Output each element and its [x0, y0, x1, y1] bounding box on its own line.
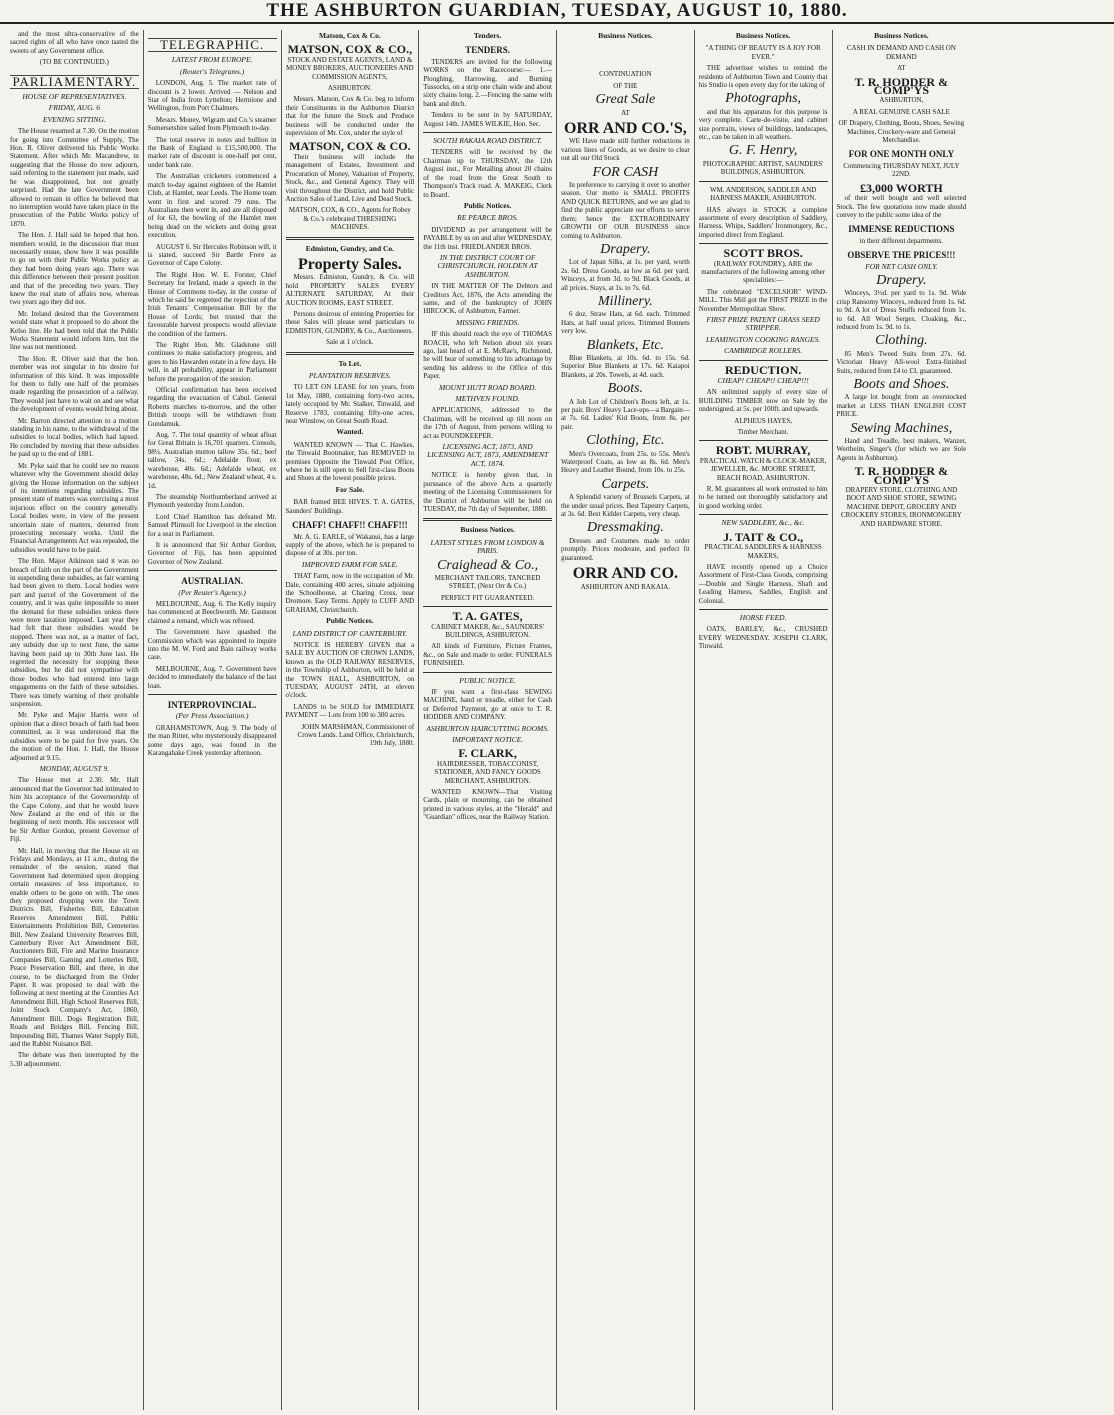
section-heading: Boots and Shoes. — [853, 377, 950, 392]
ad-text: A Splendid variety of Brussels Carpets, at the under usual prices. Best Tapestry Carpets, at 3s. 6d. Best Kidder Carpets, very cheap. — [561, 493, 690, 519]
divider — [699, 181, 828, 182]
column-4 — [419, 30, 557, 1410]
ad-text: A REAL GENUINE CASH SALE — [852, 107, 950, 116]
agency-line: (Reuter's Telegrams.) — [180, 66, 245, 76]
date-line: FRIDAY, AUG. 6 — [48, 103, 100, 113]
ad-text: HAVE recently opened up a Choice Assortment of First-Class Goods, comprising—Double and Single Harness, Shaft and Leading Harness, Saddles, English and Colonial. — [698, 562, 828, 605]
agency-line: (Per Press Association.) — [175, 711, 249, 721]
section-heading: Sewing Machines, — [850, 420, 953, 436]
divider — [699, 440, 828, 441]
column-header: Business Notices. — [735, 31, 791, 40]
article-text: The steamship Northumberland arrived at Plymouth yesterday from London. — [147, 492, 277, 510]
firm-name: MATSON, COX & CO., — [287, 42, 413, 57]
section-heading: Dressmaking. — [586, 520, 664, 536]
article-text: LONDON, Aug. 5. The market rate of discount is 2 lower. Arrived — Nelson and Star of India from Lyttelton; Hermione and Wellington, from Port Chalmers. — [147, 79, 277, 113]
section-heading: PARLIAMENTARY. — [10, 75, 139, 89]
ad-text: WANTED KNOWN — That C. Hawkes, the Tinwald Bootmaker, has REMOVED to premises Opposite the Tinwald Post Office, where he is still open to Sell first-class Boots and Shoes at the lowest possible prices. — [285, 440, 415, 483]
article-text: Mr. Pyke and Major Harris were of opinion that a direct breach of faith had been committed, as it was understood that the subsidies were to be paid for five years. On the motion of the Hon. J. Hall, the House adjourned at 9.15. — [10, 711, 139, 762]
firm-location: ASHBURTON, — [879, 96, 924, 105]
subheading: ASHBURTON HAIRCUTTING ROOMS. — [426, 723, 549, 733]
divider — [699, 609, 828, 610]
section-heading: Photographs, — [725, 91, 802, 107]
ad-text: OF Drapery, Clothing, Boots, Shoes, Sewing Machines, Crockery-ware and General Merchandise. — [838, 119, 965, 145]
column-header: Edmiston, Gundry, and Co. — [305, 243, 395, 253]
divider — [423, 132, 552, 133]
firm-description: PHOTOGRAPHIC ARTIST, SAUNDERS' BUILDINGS, ASHBURTON. — [702, 159, 824, 177]
divider — [699, 514, 828, 515]
column-header: For Sale. — [335, 484, 365, 494]
ad-text: CONTINUATION — [599, 70, 652, 79]
ad-text: IF this should reach the eye of THOMAS ROACH, who left Nelson about six years ago, last heard of at E. McRae's, Richmond, he will hear of something to his advantage by sending his address to the Office of this Paper. — [423, 330, 552, 381]
article-text: The Hon. J. Hall said he hoped that hon. members would, in the discussion that must necessarily ensue, show how it was possible to go on with their Public Works policy as they had been doing years ago. There was this difference between their present position and that of the preceding two years. They knew the real state of affairs now, whereas two years ago they did not. — [10, 231, 139, 307]
firm-name: F. CLARK, — [458, 746, 517, 761]
ad-text: Dresses and Costumes made to order promptly. Prices moderate, and perfect fit guaranteed. — [561, 536, 690, 562]
article-text: It is announced that Sir Arthur Gordon, Governor of Fiji, has been appointed Governor of New Zealand. — [147, 540, 277, 566]
subheading: RE PEARCE BROS. — [457, 213, 519, 223]
column-header: To Let. — [338, 358, 362, 368]
ad-text: NOTICE IS HEREBY GIVEN that a SALE BY AUCTION OF CROWN LANDS, known as the OLD RAILWAY RESERVES, in the Township of Ashburton, will be held at the TOWN HALL, ASHBURTON, on TUESDAY, AUGUST 24TH, at eleven o'clock. — [285, 640, 415, 700]
firm-description: HAIRDRESSER, TOBACCONIST, STATIONER, AND FANCY GOODS MERCHANT, ASHBURTON. — [434, 759, 541, 785]
divider — [423, 672, 552, 673]
article-text: The Hon. R. Oliver said that the hon. member was not singular in his desire for information of this kind. It was impossible for them to fully one half of the promises made regarding the prosecution of a railway. They would just have to wait on and see what the development of events would bring about. — [10, 354, 139, 414]
section-heading: Clothing. — [875, 333, 928, 349]
ad-text: WANTED KNOWN—That Visiting Cards, plain or mourning, can be obtained printed in various styles, at the "Herald" and "Guardian" offices, near the Railway Station. — [423, 788, 552, 822]
sale-heading: Great Sale — [595, 92, 656, 108]
column-header: Business Notices. — [460, 525, 515, 535]
section-heading: IMMENSE REDUCTIONS — [848, 224, 955, 235]
article-text: Messrs. Money, Wigram and Co.'s steamer Somersetshire sailed from Plymouth to-day. — [147, 115, 277, 133]
subheading: CHAFF! CHAFF!! CHAFF!!! — [292, 520, 408, 531]
ad-text: Blue Blankets, at 10s. 6d. to 15s. 6d. Superior Blue Blankets at 17s. 6d. Kaiapoi Blankets, at 20s. Towels, at 4d. each. — [561, 353, 690, 379]
article-text: Aug. 7. The total quantity of wheat afloat for Great Britain is 16,701 quarters. Consols, 98¼. Australian mutton tallow 35s. 6d.; beef tallow, 34s. 6d.; Adelaide flour, ex warehouse, 40s. 6d.; Adelaide wheat, ex warehouse, 48s. 6d.; New Zealand wheat, 4 s. 1d. — [147, 431, 277, 490]
article-text: Lord Chief Hamilton has defeated Mr. Samuel Plimsoll for Liverpool in the election for a seat in Parliament. — [147, 512, 277, 538]
firm-description: PRACTICAL SADDLERS & HARNESS MAKERS, — [704, 543, 822, 560]
ad-text: R. M. guarantees all work entrusted to him to be turned out thoroughly satisfactory and in good working order. — [698, 485, 828, 510]
firm-description: Timber Merchant. — [737, 428, 789, 437]
ad-text: THAT Farm, now in the occupation of Mr. Dale, containing 400 acres, situate adjoining the Schoolhouse, at Charing Cross, near Dromore. Easy Terms. Apply to CUFF AND GRAHAM, Christchurch. — [285, 572, 415, 614]
firm-description: MERCHANT TAILORS, TANCRED STREET, (Next Orr & Co.) — [434, 573, 541, 591]
section-heading: TENDERS. — [465, 45, 510, 56]
section-heading: Drapery. — [876, 272, 927, 288]
article-text: AUGUST 6. Sir Hercules Robinson will, it is stated, succeed Sir Bartle Frere as Governor of Cape Colony. — [147, 242, 277, 268]
brand-name: Craighead & Co., — [437, 557, 539, 573]
column-header: Tenders. — [473, 31, 502, 40]
article-text: Mr. Pyke said that he could see no reason whatever why the Government should delay giving the House information on the subject of its intentions regarding subsidies. The present state of matters was exercising a most injurious effect on the country generally. Local bodies were, in view of the present uncertain state of matters, deterred from prosecuting necessary works. Until the Financial Arrangements Act was repealed, the subsidies would have to be paid. — [10, 461, 139, 554]
subheading: LATEST FROM EUROPE. — [171, 55, 253, 65]
article-text: The Hon. Major Atkinson said it was no breach of faith on the part of the Government in suspending these subsidies, as fair warning had been given to them. Local bodies were part and parcel of the Government of the country, and it was quite impossible to meet the demand for these subsidies unless there were more taxation imposed. Last year they had felt that these subsidies would be stopped. There was not, as a matter of fact, any subsidy due up to next June, the same having been paid up to 30th June last. He regretted the necessity for stopping these subsidies, but he did not sympathise with those bodies who had entered into large engagements on the faith of these subsidies. There was timely warning of their probable suspension. — [10, 557, 139, 709]
ad-text: The celebrated "EXCELSIOR" WIND-MILL. This Mill got the FIRST PRIZE in the November Metropolitan Show. — [698, 287, 828, 313]
section-heading: FOR ONE MONTH ONLY — [848, 149, 955, 160]
ad-text: All kinds of Furniture, Picture Frames, &c., on Sale and made to order. FUNERALS FURNISHED. — [423, 642, 552, 668]
column-5 — [557, 30, 695, 1410]
subheading: LATEST STYLES FROM LONDON & PARIS. — [430, 537, 545, 556]
ad-text: Persons desirous of entering Properties for these Sales will please send particulars to EDMISTON, GUNDRY, & Co., Auctioneers. — [285, 309, 415, 335]
ad-text: CASH IN DEMAND AND CASH ON DEMAND — [846, 44, 956, 61]
article-text: The total reserve in notes and bullion in the Bank of England is £15,500,000. The market rate of discount is one-half per cent, under bank rate. — [147, 135, 277, 169]
column-3 — [282, 30, 420, 1410]
store-list: DRAPERY STORE, CLOTHING AND BOOT AND SHOE STORE, SEWING MACHINE DEPOT, GROCERY AND CROCKERY STORES, IRONMONGERY AND HARDWARE STORE. — [840, 486, 962, 528]
ad-text: PERFECT FIT GUARANTEED. — [440, 593, 535, 602]
article-text: The debate was then interrupted by the 5.30 adjournment. — [10, 1051, 139, 1068]
column-header: Matson, Cox & Co. — [318, 31, 381, 40]
quote: "A THING OF BEAUTY IS A JOY FOR EVER." — [705, 44, 821, 61]
newspaper-title: THE ASHBURTON GUARDIAN, TUESDAY, AUGUST 10, 1880. — [266, 0, 848, 21]
divider — [699, 360, 828, 361]
date-line: MONDAY, AUGUST 9. — [39, 763, 110, 773]
column-6 — [695, 30, 833, 1410]
ad-text: IF you want a first-class SEWING MACHINE, hand or treadle, either for Cash or Deferred Payment, go at once to T. R. HODDER AND COMPANY. — [423, 688, 552, 722]
ad-text: TENDERS are invited for the following WORKS on the Racecourse:— 1.—Ploughing, Harrowing, and Burning Tussocks, on a strip one chain wide and about sixty chains long. 2.—Fencing the same with bank and ditch. — [423, 57, 552, 108]
subheading: IMPROVED FARM FOR SALE. — [301, 559, 398, 569]
subheading: CHEAP! CHEAP!! CHEAP!!! — [717, 376, 809, 385]
section-heading: Clothing, Etc. — [586, 433, 665, 449]
ad-text: Hand and Treadle, best makers, Wanzer, Wertheim, Singer's (for which we are Sole Agents in Ashburton). — [836, 437, 967, 462]
ad-text: Men's Overcoats, from 25s. to 55s. Men's Waterproof Coats, as low as 8s. 6d. Men's Heavy and Leather Bound, from 10s. to 25s. — [561, 449, 690, 475]
column-header: Business Notices. — [598, 31, 653, 40]
firm-name: T. A. GATES, — [452, 609, 523, 624]
brand-name: MATSON, COX & CO. — [289, 139, 411, 154]
article-text: Official confirmation has been received regarding the evacuation of Cabul. General Roberts marches to-morrow, and the other British troops will be withdrawn from Gundamuk. — [147, 386, 277, 428]
masthead — [0, 0, 1114, 24]
subheading: FOR NET CASH ONLY. — [865, 261, 938, 271]
firm-description: WM. ANDERSON, SADDLER AND HARNESS MAKER, ASHBURTON. — [709, 185, 817, 203]
firm-name: SCOTT BROS. — [723, 246, 803, 261]
article-text: GRAHAMSTOWN, Aug. 9. The body of the man Ritter, who mysteriously disappeared some days ago, was found in the Karangahake Creek yesterday afternoon. — [147, 723, 277, 758]
subheading: SOUTH RAKAIA ROAD DISTRICT. — [433, 136, 543, 146]
article-text: Mr. Hall, in moving that the House sit on Fridays and Mondays, at 11 a.m., during the remainder of the session, stated that Government had determined upon dropping certain measures of less importance, to enable others to be gone on with. The ones they proposed dropping were the Town Districts Bill, Fisheries Bill, Education Reserves Amendment Bill, Public Entertainments Prohibition Bill, Cemeteries Bill, New Zealand University Reserves Bill, Canterbury River Act Amendment Bill, Auctioneers Bill, Fire and Marine Insurance Companies Bill, Gaming and Lotteries Bill, Peace Preservation Bill, and three, in due course, to be discharged from the Order Paper. It was proposed to deal with the following at next meeting at the Counties Act Amendment Bill, High School Reserves Bill, Joint Stock Company's Act, 1860, Amendment Bill, Dogs Registration Bill, Roads and Bridges Bill, Fencing Bill, Impounding Bill, Thames Water Supply Bill, and the Rabbit Nuisance Bill. — [10, 846, 139, 1048]
ad-text: 85 Men's Tweed Suits from 27s. 6d. Victorian Heavy All-wool Extra-finished Suits, reduced from £4 to £3, guaranteed. — [836, 349, 967, 375]
section-heading: Blankets, Etc. — [586, 337, 665, 353]
ad-text: A Job Lot of Children's Boots left, at 1s. per pair. Boys' Heavy Lace-ups—a Bargain—at 7s. 6d. Ladies' Kid Boots, from 8s. per pair. — [561, 397, 690, 431]
firm-name: T. R. HODDER & COMP'YS — [854, 464, 949, 487]
article-text: The Right Hon. W. E. Forster, Chief Secretary for Ireland, made a speech in the House of Commons to-day, in the course of which he said he regretted the rejection of the Irish Tenants' Compensation Bill by the House of Lords; but trusted that the favourable harvest prospects would alleviate the condition of the farmers. — [147, 270, 277, 338]
ad-text: and that his apparatus for this purpose is very complete. Carte-de-visite, and cabinet size portraits, views of buildings, landscapes, etc., can be taken in all weathers. — [698, 107, 828, 142]
subheading: LICENSING ACT, 1873, AND LICENSING ACT, 1873, AMENDMENT ACT, 1874. — [427, 442, 549, 468]
ad-text: DIVIDEND as per arrangement will be PAYABLE by us on and after WEDNESDAY, the 11th inst. FRIEDLANDER BROS. — [423, 225, 552, 251]
ad-text: Messrs. Edmiston, Gundry, & Co. will hold PROPERTY SALES EVERY ALTERNATE SATURDAY, At their AUCTION ROOMS, EAST STREET. — [285, 273, 415, 307]
firm-name: J. TAIT & CO., — [723, 529, 804, 544]
article-text: Mr. Barron directed attention to a motion standing in his name, to the withdrawal of the subsidies to local bodies, which had lapsed. He concluded by moving that these subsidies be paid up to the end of 1881. — [10, 416, 139, 459]
section-heading: INTERPROVINCIAL. — [167, 700, 257, 711]
subheading: LEAMINGTON COOKING RANGES. — [706, 334, 821, 344]
firm-name: ALPHEUS HAYES, — [734, 416, 792, 425]
divider — [148, 570, 277, 571]
ad-text: A large lot bought from an overstocked market at LESS THAN ENGLISH COST PRICE. — [836, 393, 967, 419]
subheading: CAMBRIDGE ROLLERS. — [724, 346, 803, 356]
article-text: The Right Hon. Mr. Gladstone still continues to make satisfactory progress, and goes to his Hawarden estate in a few days. He will, in all probability, appear in Parliament before the prorogation of the session. — [147, 341, 277, 383]
section-heading: REDUCTION. — [724, 362, 802, 377]
firm-description: PRACTICAL WATCH & CLOCK-MAKER, JEWELLER, &c. MOORE STREET, BEACH ROAD, ASHBURTON. — [699, 456, 827, 482]
ad-text: Sale at 1 o'clock. — [326, 338, 374, 347]
ad-text: BAR framed BEE HIVES. T. A. GATES, Saunders' Buildings. — [285, 498, 415, 515]
ad-text: Their business will include the management of Estates, Investment and Procuration of Money, Valuation of Property, Stock, &c., and General Agency. They will visit throughout the District, and hold Public Auction Sales of Land, Live and Dead Stock. — [285, 152, 415, 203]
article-text: Mr. Ireland desired that the Government would state what it proposed to do about the Kelso line. He had been told that the Public Works Statement would inform him, but the line was not mentioned. — [10, 309, 139, 352]
ad-text: Mr. A. G. EARLE, of Wakanui, has a large supply of the above, which he is prepared to dispose of at 30s. per ton. — [285, 532, 415, 558]
column-1 — [6, 30, 144, 1410]
section-heading: Boots. — [607, 381, 644, 397]
continued-note: (TO BE CONTINUED.) — [39, 58, 109, 67]
firm-name: ORR AND CO. — [572, 565, 679, 583]
ad-text: in their different departments. — [859, 236, 944, 245]
firm-location: ASHBURTON AND RAKAIA. — [580, 582, 671, 591]
amount: £3,000 WORTH — [860, 180, 943, 195]
article-text: MELBOURNE, Aug. 7. Government have decided to immediately the balance of the last loan. — [147, 664, 277, 690]
article-text: The Australian cricketers commenced a match to-day against eighteen of the Hamlet Club, at Hamlet, near Leeds. The Home team went in first and scored 79 runs. The Australians then went in, and are all disposed of for 63, the bowling of the Hamlet men being dead on the wickets and doing great execution. — [147, 172, 277, 240]
firm-description: STOCK AND ESTATE AGENTS, LAND & MONEY BROKERS, AUCTIONEERS AND COMMISSION AGENTS, — [286, 55, 414, 81]
firm-location: ASHBURTON. — [327, 84, 372, 93]
ad-text: AT — [621, 108, 630, 117]
subheading: PUBLIC NOTICE. — [459, 675, 516, 685]
ad-text: WE Have made still further reductions in various lines of Goods, as we desire to clear out all our Old Stock — [561, 137, 690, 163]
cash-heading: FOR CASH — [592, 164, 659, 180]
divider — [286, 352, 415, 355]
subheading: MOUNT HUTT ROAD BOARD. — [439, 382, 537, 392]
section-heading: OBSERVE THE PRICES!!! — [847, 250, 956, 261]
ad-text: TO LET ON LEASE for ten years, from 1st May, 1880, containing forty-two acres, lately occupied by Mr. Stalker, Tinwald, and Reserve 1783, containing fifty-one acres, near Winslow, on Great South Road. — [285, 383, 415, 426]
subheading: IN THE DISTRICT COURT OF CHRISTCHURCH, HOLDEN AT ASHBURTON. — [437, 252, 538, 279]
ad-text: of their well bought and well selected Stock. The few quotations now made should convey to the public some idea of the — [836, 194, 967, 219]
article-text: The House met at 2.30. Mr. Hall announced that the Governor had intimated to him his acceptance of the Governorship of the Cape Colony, and that he would leave New Zealand at the end of this or the beginning of next month. His successor will be Sir Arthur Gordon, present Governor of Fiji. — [10, 776, 139, 844]
subheading: LAND DISTRICT OF CANTERBURY. — [292, 628, 408, 638]
subheading: EVENING SITTING. — [42, 114, 106, 124]
column-header: Wanted. — [336, 427, 364, 437]
section-heading: Millinery. — [597, 293, 653, 309]
firm-description: CABINET MAKER, &c., SAUNDERS' BUILDINGS, ASHBURTON. — [431, 622, 544, 639]
ad-text: In preference to carrying it over to another season. Our motto is SMALL PROFITS AND QUICK RETURNS, and we are glad to find the public appreciate our efforts to serve them; hence the EXTRAORDINARY GROWTH OF OUR BUSINESS since coming to Ashburton. — [561, 181, 690, 240]
ad-text: AT — [897, 64, 906, 73]
ad-text: Tenders to be sent in by SATURDAY, August 14th. JAMES WILKIE, Hon. Sec. — [423, 111, 552, 128]
column-header: Public Notices. — [463, 200, 512, 210]
ad-text: OATS, BARLEY, &c., CRUSHED EVERY WEDNESDAY. JOSEPH CLARK, Tinwald. — [698, 625, 828, 651]
subheading: METHVEN FOUND. — [455, 394, 520, 404]
ad-text: THE advertiser wishes to remind the residents of Ashburton Town and County that his Studio is open every day for the taking of — [698, 64, 828, 90]
divider — [286, 237, 415, 240]
subheading: HOUSE OF REPRESENTATIVES. — [22, 92, 127, 102]
section-heading: AUSTRALIAN. — [181, 576, 243, 587]
firm-name: ORR AND CO.'S, — [564, 120, 687, 138]
firm-name: G. F. Henry, — [728, 143, 798, 159]
subheading: IMPORTANT NOTICE. — [452, 735, 524, 745]
ad-text: LANDS to be SOLD for IMMEDIATE PAYMENT — Lots from 100 to 300 acres. — [285, 702, 415, 720]
section-heading: Carpets. — [601, 476, 650, 492]
ad-text: IN THE MATTER OF The Debtors and Creditors Act, 1876, the Acts amending the same, and of the bankruptcy of JOHN HIRCOCK, of Ashburton, Farmer. — [423, 282, 552, 316]
article-text: and the most ultra-conservative of the sacred rights of all who have once tasted the sweets of any Government office. — [10, 30, 139, 55]
column-2 — [144, 30, 282, 1410]
ad-text: HAS always in STOCK a complete assortment of every description of Saddlery, Harness, Whips, Saddlers' Ironmongery, &c., imported direct from England. — [698, 205, 828, 239]
section-heading: Property Sales. — [298, 255, 402, 273]
section-heading: Drapery. — [600, 241, 651, 257]
subheading: FIRST PRIZE PATENT GRASS SEED STRIPPER. — [706, 314, 820, 333]
agency-line: (Per Reuter's Agency.) — [178, 587, 246, 597]
subheading: HORSE FEED. — [739, 612, 787, 622]
subheading: NEW SADDLERY, &c., &c. — [721, 518, 805, 528]
firm-description: (RAILWAY FOUNDRY), ARE the manufacturers of the following among other specialities:— — [701, 259, 826, 285]
article-text: MELBOURNE, Aug. 6. The Kelly inquiry has commenced at Beechworth. Mr. Gaunson claimed a remand, which was refused. — [147, 599, 277, 625]
article-text: The Government have quashed the Commission which was appointed to inquire into the M. W. Ford and Bain railway works case. — [147, 628, 277, 662]
ad-text: TENDERS will be received by the Chairman up to THURSDAY, the 12th August inst., For Metalling about 20 chains of the road from the Great South to Thompson's Track road. A. MAKEIG, Clerk to Board. — [423, 148, 552, 199]
divider — [699, 243, 828, 244]
section-heading: TELEGRAPHIC. — [148, 38, 277, 52]
ad-text: NOTICE is hereby given that, in pursuance of the above Acts a quarterly meeting of the Licensing Commissioners for the District of Ashburton will be held on TUESDAY, the 7th day of September, 1880. — [423, 471, 552, 513]
ad-text: Winceys, 3½d. per yard to 1s. 9d. Wide crisp Ransomy Winceys, reduced from 1s. 6d. to 9d. A lot of Dress Stuffs reduced from 1s. to 6d. All Wool Serges, Cloaking, &c., reduced from 1s. 9d. to 1s. — [836, 289, 967, 331]
ad-text: 6 doz. Straw Hats, at 6d. each. Trimmed Hats, at half usual prices. Trimmed Bonnets very low. — [561, 310, 690, 336]
firm-name: T. R. HODDER & COMP'YS — [854, 74, 949, 98]
ad-text: AN unlimited supply of every size of BUILDING TIMBER now on Sale by the undersigned, at 5s. per 100ft. and upwards. — [698, 388, 828, 414]
signature: JOHN MARSHMAN, Commissioner of Crown Lands. Land Office, Christchurch, 19th July, 1880. — [297, 722, 415, 748]
column-header: Business Notices. — [874, 31, 929, 40]
firm-name: ROBT. MURRAY, — [715, 443, 811, 458]
ad-text: Commencing THURSDAY NEXT, JULY 22ND. — [843, 161, 960, 179]
ad-text: Messrs. Matson, Cox & Co. beg to inform their Constituents in the Ashburton District that for the future the Stock and Produce business will be conducted under the supervision of Mr. Cox, under the style of — [285, 95, 415, 138]
ad-text: MATSON, COX, & CO., Agents for Robey & Co.'s celebrated THRESHING MACHINES. — [288, 206, 411, 232]
subheading: PLANTATION RESERVES. — [308, 371, 391, 380]
page-columns — [6, 30, 1108, 1410]
divider — [423, 518, 552, 521]
column-header: Public Notices. — [326, 616, 374, 626]
ad-text: Lot of Japan Silks, at 1s. per yard, worth 2s. 6d. Dress Goods, as low as 6d. per yard. Winceys, at from 3d. to 9d. Black Goods, at all prices. Stays, at 1s. to 7s. 6d. — [561, 258, 690, 292]
ad-text: OF THE — [613, 81, 638, 90]
column-7 — [833, 30, 971, 1410]
divider — [423, 606, 552, 607]
divider — [148, 694, 277, 695]
ad-text: APPLICATIONS, addressed to the Chairman, will be received up till noon on the 17th of August, from persons willing to act as POUNDKEEPER. — [423, 406, 552, 440]
article-text: The House resumed at 7.30. On the motion for going into Committee of Supply, The Hon. R. Oliver delivered his Public Works Statement. After which Mr. Macandrew, in suggesting that the House do now adjourn, said referring to the statement just made, said he was disappointed, but not greatly surprised. Had the late Government been allowed to remain in office he believed that no interruption would have taken place in the prosecution of the Public Works policy of 1870. — [10, 127, 139, 228]
subheading: MISSING FRIENDS. — [455, 317, 520, 327]
